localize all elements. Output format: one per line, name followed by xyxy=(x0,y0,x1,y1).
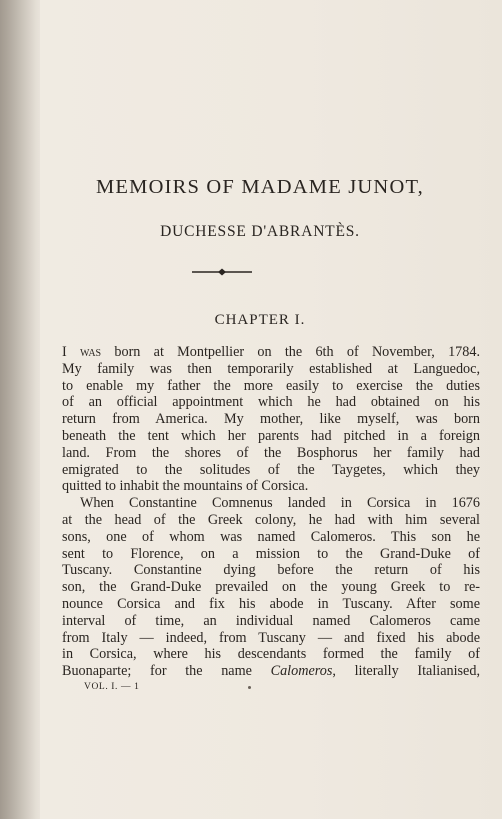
text-line: emigrated to the solitudes of the Taygetes, which they xyxy=(62,461,480,478)
text-line: My family was then temporarily established at Languedoc, xyxy=(62,360,480,377)
text-line: of an official appointment which he had obtained on his xyxy=(62,394,480,411)
body-text xyxy=(62,344,480,680)
text-line: return from America. My mother, like myself, was born xyxy=(62,411,480,428)
book-subtitle: DUCHESSE D'ABRANTÈS. xyxy=(160,223,360,240)
text-line: at the head of the Greek colony, he had with him several xyxy=(62,511,480,528)
text-line: nounce Corsica and fix his abode in Tuscany. After some xyxy=(62,595,480,612)
ornament-divider-icon xyxy=(190,267,254,277)
lead-caps: I was xyxy=(62,344,102,360)
text-line: beneath the tent which her parents had pitched in a foreign xyxy=(62,427,480,444)
text-line: land. From the shores of the Bosphorus her family had xyxy=(62,444,480,461)
page-gutter-shadow xyxy=(0,0,40,819)
paper-speck xyxy=(248,686,251,689)
text-line: interval of time, an individual named Calomeros came xyxy=(62,612,480,629)
text-line: son, the Grand-Duke prevailed on the young Greek to re- xyxy=(62,579,480,596)
text-line: sent to Florence, on a mission to the Grand-Duke of xyxy=(62,545,480,562)
chapter-heading: CHAPTER I. xyxy=(214,312,306,328)
text-line: Tuscany. Constantine dying before the return of his xyxy=(62,562,480,579)
book-title: MEMOIRS OF MADAME JUNOT, xyxy=(96,176,424,198)
text-line: I was born at Montpellier on the 6th of November, 1784. xyxy=(62,344,480,360)
text-line: Buonaparte; for the name Calomeros, literally Italianised, xyxy=(62,663,480,680)
text-line: When Constantine Comnenus landed in Corsica in 1676 xyxy=(80,495,480,512)
italic-name: Calomeros xyxy=(270,663,333,680)
signature-mark: VOL. I. — 1 xyxy=(84,682,140,692)
text-line: quitted to inhabit the mountains of Corsica. xyxy=(62,478,309,495)
text-line: from Italy — indeed, from Tuscany — and fixed his abode xyxy=(62,629,480,646)
text-line: in Corsica, where his descendants formed the family of xyxy=(62,646,480,663)
text-line: to enable my father the more easily to exercise the duties xyxy=(62,377,480,394)
text-line: sons, one of whom was named Calomeros. This son he xyxy=(62,528,480,545)
